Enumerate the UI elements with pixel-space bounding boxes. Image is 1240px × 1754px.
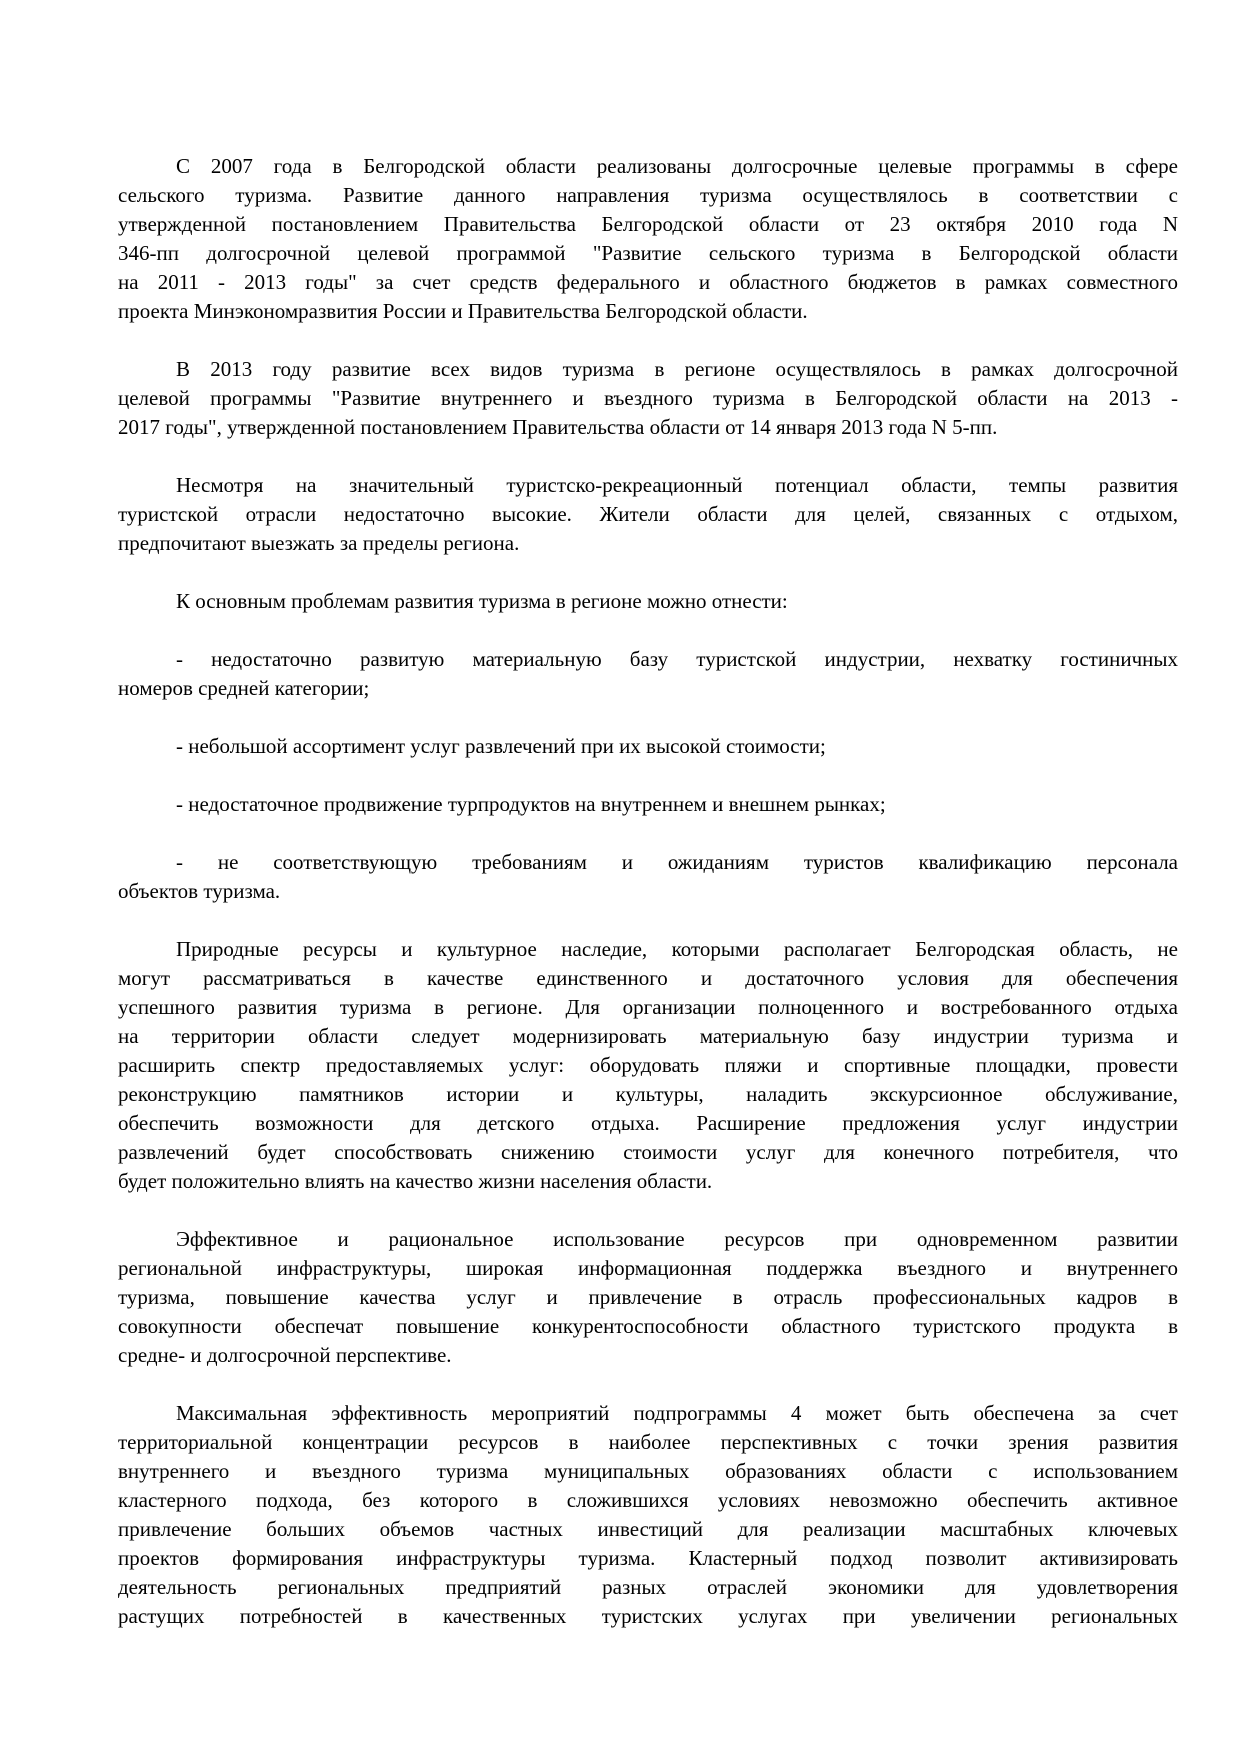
text-line: растущих потребностей в качественных туристских услугах при увеличении региональных: [118, 1604, 1178, 1628]
text-line: Несмотря на значительный туристско-рекреационный потенциал области, темпы развития: [176, 473, 1178, 497]
text-line: на территории области следует модернизировать материальную базу индустрии туризма и: [118, 1024, 1178, 1048]
text-line: предпочитают выезжать за пределы региона.: [118, 531, 520, 555]
text-line: утвержденной постановлением Правительства Белгородской области от 23 октября 2010 года N: [118, 212, 1178, 236]
paragraph: [118, 355, 1178, 442]
text-line: могут рассматриваться в качестве единственного и достаточного условия для обеспечения: [118, 966, 1178, 990]
paragraph: [118, 732, 1178, 761]
text-line: С 2007 года в Белгородской области реализованы долгосрочные целевые программы в сфере: [176, 154, 1178, 178]
text-line: - не соответствующую требованиям и ожиданиям туристов квалификацию персонала: [176, 850, 1178, 874]
text-line: объектов туризма.: [118, 879, 281, 903]
text-line: реконструкцию памятников истории и культуры, наладить экскурсионное обслуживание,: [118, 1082, 1178, 1106]
text-line: территориальной концентрации ресурсов в наиболее перспективных с точки зрения развития: [118, 1430, 1178, 1454]
paragraph: [118, 587, 1178, 616]
paragraph: [118, 471, 1178, 558]
text-line: - недостаточно развитую материальную базу туристской индустрии, нехватку гостиничных: [176, 647, 1178, 671]
paragraph: [118, 1399, 1178, 1631]
text-line: расширить спектр предоставляемых услуг: оборудовать пляжи и спортивные площадки, провести: [118, 1053, 1178, 1077]
text-line: туристской отрасли недостаточно высокие. Жители области для целей, связанных с отдыхом,: [118, 502, 1178, 526]
text-line: на 2011 - 2013 годы" за счет средств федерального и областного бюджетов в рамках совместного: [118, 270, 1178, 294]
text-line: Эффективное и рациональное использование ресурсов при одновременном развитии: [176, 1227, 1178, 1251]
text-line: средне- и долгосрочной перспективе.: [118, 1343, 452, 1367]
text-line: деятельность региональных предприятий разных отраслей экономики для удовлетворения: [118, 1575, 1178, 1599]
paragraph: [118, 935, 1178, 1196]
text-line: развлечений будет способствовать снижению стоимости услуг для конечного потребителя, что: [118, 1140, 1178, 1164]
text-line: К основным проблемам развития туризма в регионе можно отнести:: [176, 589, 788, 613]
text-line: кластерного подхода, без которого в сложившихся условиях невозможно обеспечить активное: [118, 1488, 1178, 1512]
paragraph: [118, 848, 1178, 906]
text-line: Природные ресурсы и культурное наследие, которыми располагает Белгородская область, не: [176, 937, 1178, 961]
document-page: [118, 152, 1178, 1660]
text-line: Максимальная эффективность мероприятий подпрограммы 4 может быть обеспечена за счет: [176, 1401, 1178, 1425]
text-line: В 2013 году развитие всех видов туризма в регионе осуществлялось в рамках долгосрочной: [176, 357, 1178, 381]
text-line: сельского туризма. Развитие данного направления туризма осуществлялось в соответствии с: [118, 183, 1178, 207]
text-line: туризма, повышение качества услуг и привлечение в отрасль профессиональных кадров в: [118, 1285, 1178, 1309]
text-line: будет положительно влиять на качество жизни населения области.: [118, 1169, 713, 1193]
text-line: проектов формирования инфраструктуры туризма. Кластерный подход позволит активизировать: [118, 1546, 1178, 1570]
paragraph: [118, 152, 1178, 326]
text-line: проекта Минэкономразвития России и Правительства Белгородской области.: [118, 299, 808, 323]
text-line: обеспечить возможности для детского отдыха. Расширение предложения услуг индустрии: [118, 1111, 1178, 1135]
text-line: совокупности обеспечат повышение конкурентоспособности областного туристского продукта в: [118, 1314, 1178, 1338]
text-line: номеров средней категории;: [118, 676, 370, 700]
text-line: региональной инфраструктуры, широкая информационная поддержка въездного и внутреннего: [118, 1256, 1178, 1280]
text-line: успешного развития туризма в регионе. Для организации полноценного и востребованного отдыха: [118, 995, 1178, 1019]
text-line: 2017 годы", утвержденной постановлением Правительства области от 14 января 2013 года N 5-пп.: [118, 415, 998, 439]
text-line: привлечение больших объемов частных инвестиций для реализации масштабных ключевых: [118, 1517, 1178, 1541]
text-line: внутреннего и въездного туризма муниципальных образованиях области с использованием: [118, 1459, 1178, 1483]
text-line: 346-пп долгосрочной целевой программой "Развитие сельского туризма в Белгородской области: [118, 241, 1178, 265]
paragraph: [118, 790, 1178, 819]
text-line: - небольшой ассортимент услуг развлечений при их высокой стоимости;: [176, 734, 826, 758]
paragraph: [118, 645, 1178, 703]
text-line: целевой программы "Развитие внутреннего и въездного туризма в Белгородской области на 2013 -: [118, 386, 1178, 410]
paragraph: [118, 1225, 1178, 1370]
text-line: - недостаточное продвижение турпродуктов на внутреннем и внешнем рынках;: [176, 792, 886, 816]
